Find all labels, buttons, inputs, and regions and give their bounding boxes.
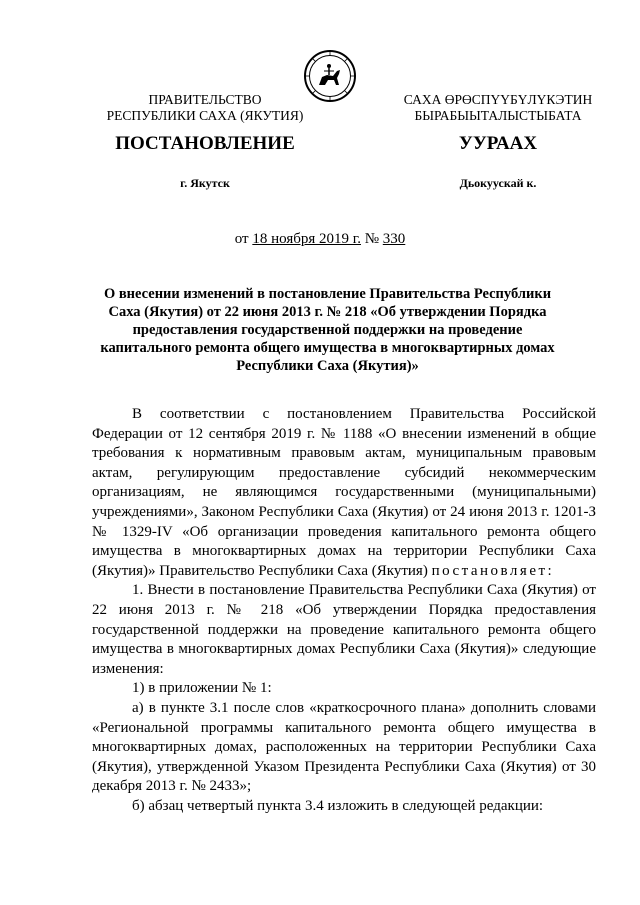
city-yakut: Дьокуускай к. xyxy=(459,176,537,190)
header-left-line1: ПРАВИТЕЛЬСТВО xyxy=(148,92,262,107)
resolves-word: постановляет: xyxy=(431,562,555,579)
header-right-line1: САХА ӨРӨСПҮҮБҮЛҮКЭТИН xyxy=(403,92,593,107)
paragraph-preamble xyxy=(92,405,596,581)
paragraph-item-1: 1. Внести в постановление Правительства Республики Саха (Якутия) от 22 июня 2013 г. № 218 «Об утверждении Порядка предоставления государственной поддержки на проведение капитального ремонта общего имущества в многоквартирных домах Республики Саха (Якутия)» следующие изменения: xyxy=(92,582,596,677)
city-russian: г. Якутск xyxy=(180,176,230,190)
document-date: 18 ноября 2019 г. xyxy=(252,231,361,247)
header-left-line2: РЕСПУБЛИКИ САХА (ЯКУТИЯ) xyxy=(106,108,304,123)
preamble-text: В соответствии с постановлением Правительства Российской Федерации от 12 сентября 2019 г. № 1188 «О внесении изменений в общие требования к нормативным правовым актам, муниципальным правовым актам, регулирующим предоставление субсидий некоммерческим организациям, не являющимся государственными (муниципальными) учреждениями», Законом Республики Саха (Якутия) от 24 июня 2013 г. 1201-З № 1329-IV «Об организации проведения капитального ремонта общего имущества в многоквартирных домах на территории Республики Саха (Якутия)» Правительство Республики Саха (Якутия) xyxy=(92,406,596,579)
header-right xyxy=(383,92,613,124)
number-label: № xyxy=(360,231,383,247)
paragraph-subitem-1: 1) в приложении № 1: xyxy=(132,680,272,697)
doctype-russian: ПОСТАНОВЛЕНИЕ xyxy=(115,133,295,154)
date-prefix: от xyxy=(234,231,253,247)
document-title: О внесении изменений в постановление Правительства Республики Саха (Якутия) от 22 июня 2013 г. № 218 «Об утверждении Порядка предоставления государственной поддержки на проведение капитального ремонта общего имущества в многоквартирных домах Республики Саха (Якутия)» xyxy=(100,286,555,374)
document-number: 330 xyxy=(382,231,406,247)
document-body xyxy=(92,405,596,816)
paragraph-subitem-b: б) абзац четвертый пункта 3.4 изложить в следующей редакции: xyxy=(132,797,544,814)
header-right-line2: БЫРАБЫЫТАЛЫСТЫБАТА xyxy=(414,108,582,123)
doctype-yakut: УУРААХ xyxy=(458,133,538,154)
header-left xyxy=(90,92,320,124)
paragraph-subitem-a: а) в пункте 3.1 после слов «краткосрочного плана» дополнить словами «Региональной программы капитального ремонта общего имущества в многоквартирных домах, расположенных на территории Республики Саха (Якутия), утвержденной Указом Президента Республики Саха (Якутия) от 30 декабря 2013 г. № 2433»; xyxy=(92,699,596,795)
document-dateline xyxy=(0,231,640,248)
